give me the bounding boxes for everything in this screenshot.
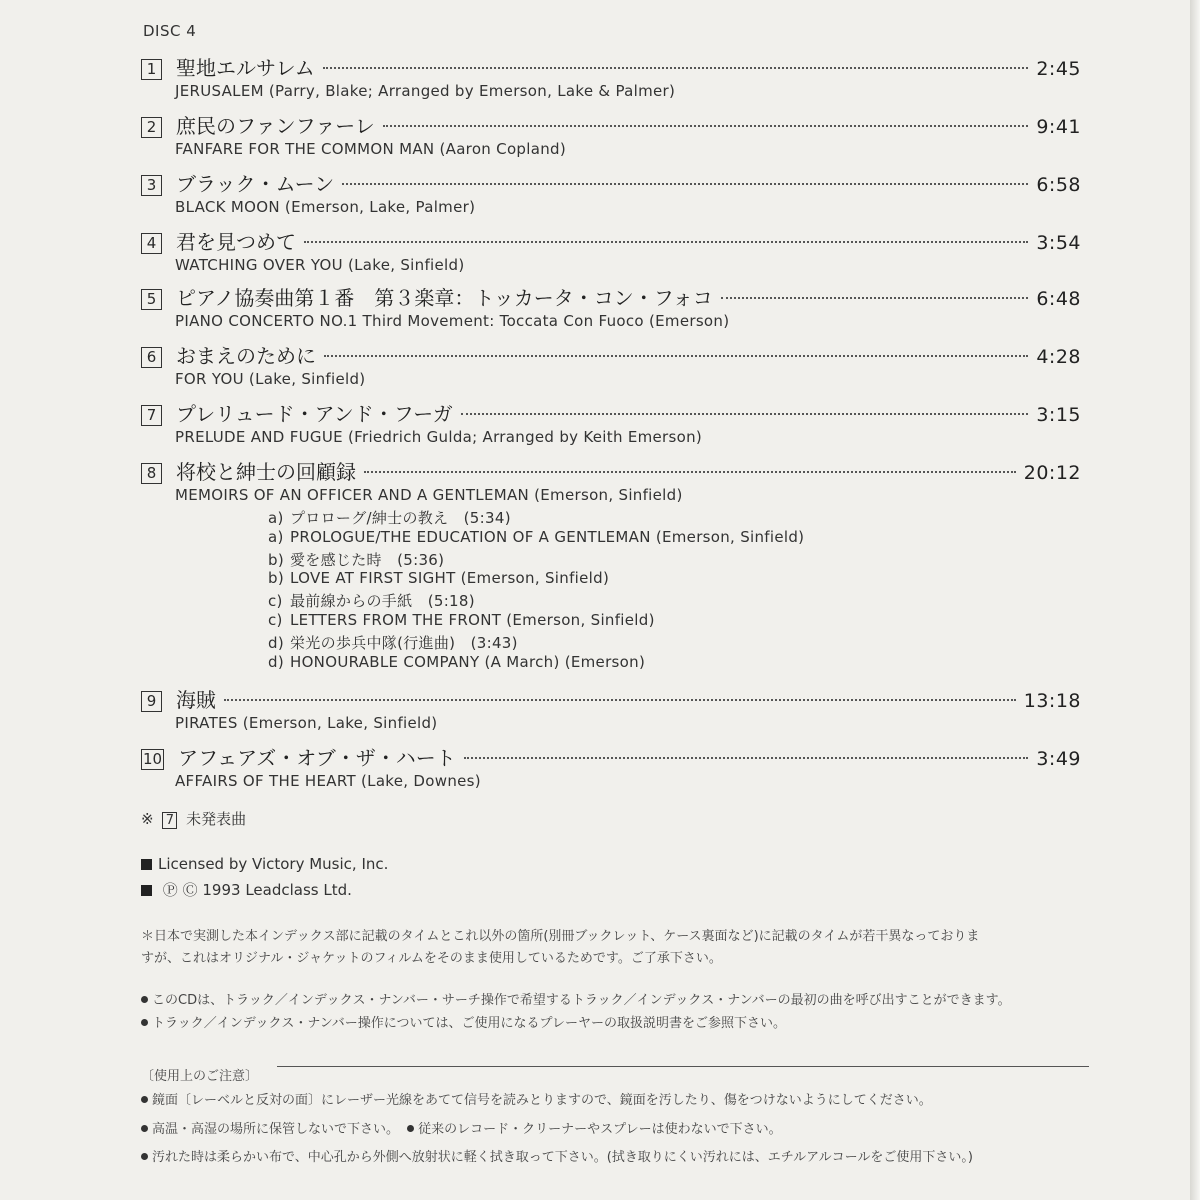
subtrack-row [268,590,475,611]
track-title-jp: ブラック・ムーン [176,172,335,196]
track-7 [141,398,1081,446]
subtrack-row [268,528,804,546]
subtrack-row [268,569,609,587]
square-bullet-icon [141,859,152,870]
track-1 [141,52,1081,100]
track-title-en: AFFAIRS OF THE HEART (Lake, Downes) [175,772,481,790]
track-title-jp: おまえのために [176,344,316,368]
license-line [141,855,388,873]
track-number: 10 [143,750,163,768]
track-title-en: FOR YOU (Lake, Sinfield) [175,370,366,388]
subtrack-letter: b) [268,550,284,569]
track-time: 3:15 [1036,404,1081,426]
dot-leader [342,182,1028,185]
bullet-icon [141,1153,148,1160]
bullet-icon [141,996,148,1003]
copyright-symbol: Ⓒ [182,881,198,899]
track-heading [141,52,1081,78]
track-number: 9 [141,691,162,712]
track-8 [141,456,1081,504]
caution-item-4 [141,1146,973,1165]
track-title-en: PRELUDE AND FUGUE (Friedrich Gulda; Arranged by Keith Emerson) [175,428,703,446]
subtrack-title: PROLOGUE/THE EDUCATION OF A GENTLEMAN (Emerson, Sinfield) [290,527,805,546]
dot-leader [364,470,1016,473]
track-heading [141,226,1081,252]
track-number: 1 [141,59,162,80]
note-text: 未発表曲 [186,810,247,828]
track-3 [141,168,1081,216]
track-6 [141,340,1081,388]
timing-note-line-2: すが、これはオリジナル・ジャケットのフィルムをそのまま使用しているためです。ご了承下さい。 [141,951,722,966]
track-heading [141,398,1081,424]
track-heading [141,684,1081,710]
track-time: 13:18 [1023,690,1081,712]
bullet-icon [141,1125,148,1132]
track-title-jp: ピアノ協奏曲第１番 第３楽章：トッカータ・コン・フォコ [176,286,713,310]
index-note-2-text: トラック／インデックス・ナンバー操作については、ご使用になるプレーヤーの取扱説明書をご参照下さい。 [152,1016,787,1031]
disc-label: DISC 4 [143,22,197,40]
subtrack-title: プロローグ/紳士の教え (5:34) [290,509,511,527]
caution-rule [277,1066,1089,1067]
track-title-en: BLACK MOON (Emerson, Lake, Palmer) [175,198,476,216]
track-time: 6:58 [1036,174,1081,196]
track-title-en: PIRATES (Emerson, Lake, Sinfield) [175,714,438,732]
index-note-2 [141,1012,786,1031]
track-9 [141,684,1081,732]
track-heading [141,742,1081,768]
track-number: 4 [141,233,162,254]
caution-item-4-text: 汚れた時は柔らかい布で、中心孔から外側へ放射状に軽く拭き取って下さい。(拭き取りにくい汚れには、エチルアルコールをご使用下さい。) [152,1150,973,1165]
track-title-jp: 君を見つめて [176,230,296,254]
track-2 [141,110,1081,158]
subtrack-title: 栄光の歩兵中隊(行進曲) (3:43) [290,633,518,652]
subtrack-title: 愛を感じた時 (5:36) [290,550,445,569]
track-title-en: PIANO CONCERTO NO.1 Third Movement: Toccata Con Fuoco (Emerson) [175,312,730,330]
track-title-en: FANFARE FOR THE COMMON MAN (Aaron Copland) [175,140,566,158]
track-number: 6 [141,347,162,368]
track-title-en: WATCHING OVER YOU (Lake, Sinfield) [175,256,465,274]
track-time: 3:54 [1036,232,1081,254]
timing-note-line-1: ＊日本で実測した本インデックス部に記載のタイムとこれ以外の箇所(別冊ブックレット、ケース裏面など)に記載のタイムが若干異なっておりま [141,929,980,944]
track-5 [141,282,1081,330]
subtrack-letter: c) [268,611,283,629]
track-time: 4:28 [1036,346,1081,368]
dot-leader [721,296,1029,299]
track-number: 5 [141,289,162,310]
dot-leader [304,240,1028,243]
caution-item-3-text: 従来のレコード・クリーナーやスプレーは使わないで下さい。 [418,1122,782,1137]
subtrack-row [268,549,444,570]
caution-item-1 [141,1089,932,1108]
index-note-1 [141,989,1011,1008]
note-track-number: 7 [162,812,177,829]
track-number: 3 [141,175,162,196]
caution-item-2-text: 高温・高湿の場所に保管しないで下さい。 [152,1122,400,1137]
bullet-icon [407,1125,414,1132]
subtrack-row [268,653,645,671]
subtrack-letter: c) [268,592,283,611]
track-title-jp: アフェアズ・オブ・ザ・ハート [178,746,456,770]
track-heading [141,340,1081,366]
bullet-icon [141,1096,148,1103]
phonogram-symbol: Ⓟ [162,881,178,899]
track-time: 9:41 [1036,116,1081,138]
subtrack-row [268,632,518,653]
caution-item-1-text: 鏡面〔レーベルと反対の面〕にレーザー光線をあてて信号を読みとりますので、鏡面を汚したり、傷をつけないようにしてください。 [152,1093,932,1108]
track-10 [141,742,1081,790]
track-title-en: MEMOIRS OF AN OFFICER AND A GENTLEMAN (Emerson, Sinfield) [175,486,683,504]
track-title-en: JERUSALEM (Parry, Blake; Arranged by Emerson, Lake & Palmer) [175,82,676,100]
track-4 [141,226,1081,274]
track-time: 6:48 [1036,288,1081,310]
license-text: Licensed by Victory Music, Inc. [158,855,389,873]
subtrack-title: LETTERS FROM THE FRONT (Emerson, Sinfield) [290,611,655,629]
track-title-jp: 聖地エルサレム [176,56,315,80]
track-title-jp: プレリュード・アンド・フーガ [176,402,453,426]
unreleased-note [141,808,246,829]
subtrack-letter: d) [268,633,284,652]
track-time: 3:49 [1036,748,1081,770]
track-title-jp: 庶民のファンファーレ [176,114,375,138]
bullet-icon [141,1019,148,1026]
track-title-jp: 海賊 [176,688,216,712]
caution-heading: 〔使用上のご注意〕 [141,1069,259,1084]
dot-leader [383,124,1029,127]
dot-leader [464,756,1029,759]
subtrack-letter: b) [268,569,284,588]
page-edge [1190,0,1200,1200]
note-mark: ※ [141,810,154,828]
dot-leader [461,412,1029,415]
dot-leader [324,354,1028,357]
caution-item-2 [141,1118,782,1137]
subtrack-title: HONOURABLE COMPANY (A March) (Emerson) [290,652,646,671]
subtrack-title: 最前線からの手紙 (5:18) [290,592,475,611]
index-note-1-text: このCDは、トラック／インデックス・ナンバー・サーチ操作で希望するトラック／インデックス・ナンバーの最初の曲を呼び出すことができます。 [152,993,1011,1008]
track-number: 7 [141,405,162,426]
copyright-line [141,879,352,900]
subtrack-letter: a) [268,509,284,527]
track-time: 2:45 [1036,58,1081,80]
track-title-jp: 将校と紳士の回顧録 [176,460,356,484]
subtrack-title: LOVE AT FIRST SIGHT (Emerson, Sinfield) [290,569,610,588]
subtrack-row [268,507,511,528]
subtrack-letter: a) [268,527,284,546]
dot-leader [323,66,1029,69]
track-heading [141,110,1081,136]
dot-leader [224,698,1016,701]
track-number: 2 [141,117,162,138]
track-heading [141,282,1081,308]
track-heading [141,456,1081,482]
subtrack-letter: d) [268,652,284,671]
track-number: 8 [141,463,162,484]
subtrack-row [268,611,655,629]
track-heading [141,168,1081,194]
track-time: 20:12 [1023,462,1081,484]
copyright-text: 1993 Leadclass Ltd. [202,881,352,899]
square-bullet-icon [141,885,152,896]
